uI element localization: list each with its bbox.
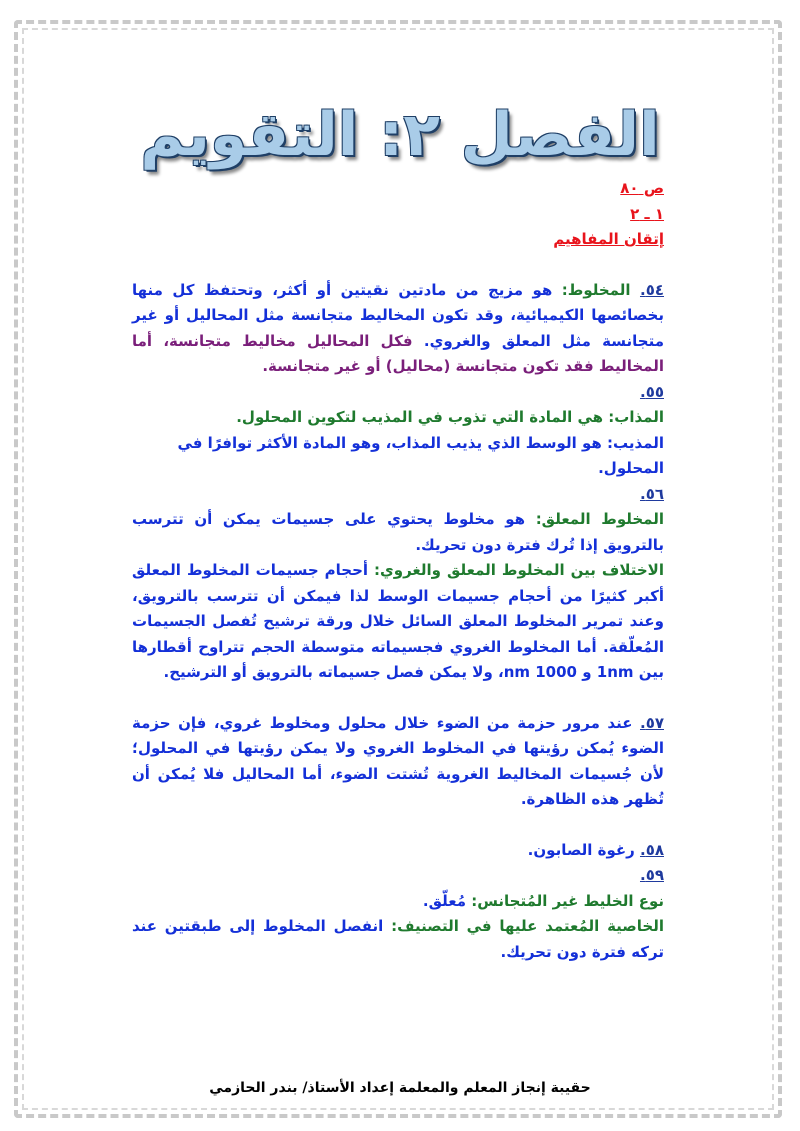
q57-block: ٥٧. عند مرور حزمة من الضوء خلال محلول ومخلوط غروي، فإن حزمة الضوء يُمكن رؤيتها في المخلوط الغروي ولا يمكن رؤيتها في المحلول؛ لأن جُسيمات المخاليط الغروية تُشتت الضوء، أما المحاليل فلا يُمكن أن تُظهر هذه الظاهرة.	[132, 713, 664, 808]
section-heading: إتقان المفاهيم	[553, 230, 664, 248]
q55-number-line: ٥٥.	[639, 382, 664, 401]
q54-number: ٥٤.	[639, 280, 664, 299]
q54-block	[132, 278, 664, 380]
q59-type: نوع الخليط غير المُتجانس: مُعلّق.	[422, 891, 664, 910]
q59-number-line: ٥٩.	[639, 866, 664, 884]
q54-term: المخلوط:	[561, 280, 631, 299]
q56-suspension: المخلوط المعلق: هو مخلوط يحتوي على جسيمات يمكن أن تترسب بالترويق إذا تُرك فترة دون تحريك.	[132, 510, 664, 554]
q56-difference: الاختلاف بين المخلوط المعلق والغروي: أحجام جسيمات المخلوط المعلق أكبر كثيرًا من أحجام جسيمات الوسط لذا فيمكن أن تترسب بالترويق، وعند تمرير المخلوط المعلق السائل خلال ورقة ترشيح تُفصل الجسيمات المُعلّقة. أما المخلوط الغروي فجسيماته متوسطة الحجم تتراوح أقطارها بين 1nm و 1000 nm، ولا يمكن فصل جسيماته بالترويق أو الترشيح.	[132, 561, 664, 681]
q54-text: هو مزيج من مادتين نقيتين أو أكثر، وتحتفظ كل منها بخصائصها الكيميائية، وقد تكون المخاليط متجانسة مثل المحاليل أو غير متجانسة مثل المعلق والغروي.	[132, 280, 664, 350]
q58-block: ٥٨. رغوة الصابون.	[527, 840, 664, 859]
content	[132, 176, 664, 965]
page-ref: ص ٨٠	[620, 179, 664, 197]
q55-solvent: المذيب: هو الوسط الذي يذيب المذاب، وهو المادة الأكثر توافرًا في المحلول.	[177, 433, 664, 477]
q55-solute: المذاب: هي المادة التي تذوب في المذيب لتكوين المحلول.	[236, 408, 664, 426]
page-footer: حقيبة إنجاز المعلم والمعلمة إعداد الأستاذ/ بندر الحازمي	[209, 1080, 591, 1096]
q59-property: الخاصية المُعتمد عليها في التصنيف: انفصل المخلوط إلى طبقتين عند تركه فترة دون تحريك.	[132, 917, 665, 961]
q56-number-line: ٥٦.	[639, 484, 664, 503]
q54-text-2: فكل المحاليل مخاليط متجانسة، أما المخاليط فقد تكون متجانسة (محاليل) أو غير متجانسة.	[132, 331, 664, 375]
chapter-title: الفصل ٢: التقويم	[140, 100, 660, 170]
range-ref: ١ ـ ٢	[630, 204, 664, 223]
